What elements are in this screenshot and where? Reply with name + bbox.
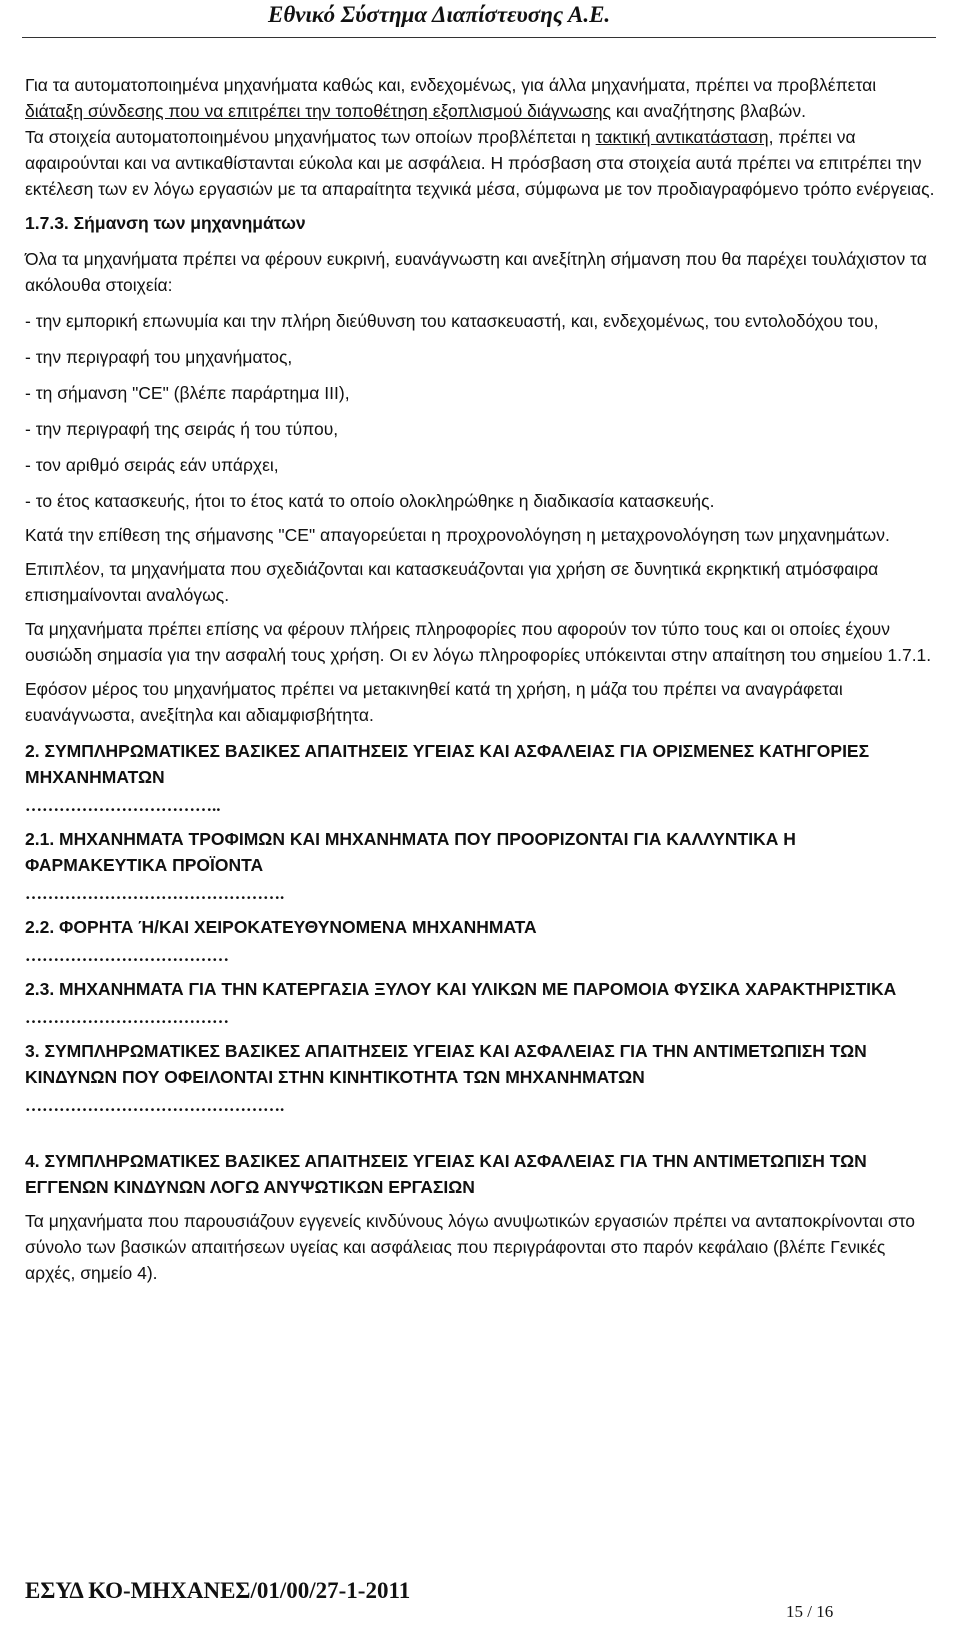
ellipsis-placeholder: ………………………………	[25, 946, 229, 965]
list-item-year: - το έτος κατασκευής, ήτοι το έτος κατά το οποίο ολοκληρώθηκε η διαδικασία κατασκευής.	[25, 491, 715, 511]
paragraph-text: Τα στοιχεία αυτοματοποιημένου μηχανήματος των οποίων προβλέπεται η	[25, 127, 596, 147]
section-number: 1.7.3.	[25, 213, 69, 233]
paragraph-ce-dating: Κατά την επίθεση της σήμανσης "CE" απαγορεύεται η προχρονολόγηση η μεταχρονολόγηση των μηχανημάτων.	[25, 525, 890, 545]
section-heading-4: 4. ΣΥΜΠΛΗΡΩΜΑΤΙΚΕΣ ΒΑΣΙΚΕΣ ΑΠΑΙΤΗΣΕΙΣ ΥΓΕΙΑΣ ΚΑΙ ΑΣΦΑΛΕΙΑΣ ΓΙΑ ΤΗΝ ΑΝΤΙΜΕΤΩΠΙΣΗ ΤΩΝ ΕΓΓΕΝΩΝ ΚΙΝΔΥΝΩΝ ΛΟΓΩ ΑΝΥΨΩΤΙΚΩΝ ΕΡΓΑΣΙΩΝ	[25, 1151, 867, 1197]
page-number: 15 / 16	[786, 1602, 834, 1621]
section-title: Σήμανση των μηχανημάτων	[73, 213, 306, 233]
paragraph-type-information: Τα μηχανήματα πρέπει επίσης να φέρουν πλήρεις πληροφορίες που αφορούν τον τύπο τους και οι οποίες έχουν ουσιώδη σημασία για την ασφαλή τους χρήση. Οι εν λόγω πληροφορίες υπόκεινται στην απαίτηση του σημείου 1.7.1.	[25, 619, 932, 665]
paragraph-replacement	[25, 124, 935, 202]
section-heading-3: 3. ΣΥΜΠΛΗΡΩΜΑΤΙΚΕΣ ΒΑΣΙΚΕΣ ΑΠΑΙΤΗΣΕΙΣ ΥΓΕΙΑΣ ΚΑΙ ΑΣΦΑΛΕΙΑΣ ΓΙΑ ΤΗΝ ΑΝΤΙΜΕΤΩΠΙΣΗ ΤΩΝ ΚΙΝΔΥΝΩΝ ΠΟΥ ΟΦΕΙΛΟΝΤΑΙ ΣΤΗΝ ΚΙΝΗΤΙΚΟΤΗΤΑ ΤΩΝ ΜΗΧΑΝΗΜΑΤΩΝ	[25, 1041, 867, 1087]
list-item-manufacturer: - την εμπορική επωνυμία και την πλήρη διεύθυνση του κατασκευαστή, και, ενδεχομένως, του εντολοδόχου του,	[25, 311, 879, 331]
list-item-ce-marking: - τη σήμανση "CE" (βλέπε παράρτημα ΙΙΙ),	[25, 383, 350, 403]
document-code: ΕΣΥΔ ΚΟ-ΜΗΧΑΝΕΣ/01/00/27-1-2011	[25, 1578, 411, 1603]
list-item-serial-number: - τον αριθμό σειράς εάν υπάρχει,	[25, 455, 279, 475]
paragraph-explosive-atmosphere: Επιπλέον, τα μηχανήματα που σχεδιάζονται και κατασκευάζονται για χρήση σε δυνητικά εκρηκτική ατμόσφαιρα επισημαίνονται αναλόγως.	[25, 559, 879, 605]
header-divider	[22, 37, 936, 38]
paragraph-lifting: Τα μηχανήματα που παρουσιάζουν εγγενείς κινδύνους λόγω ανυψωτικών εργασιών πρέπει να ανταποκρίνονται στο σύνολο των βασικών απαιτήσεων υγείας και ασφάλειας που περιγράφονται στο παρόν κεφάλαιο (βλέπε Γενικές αρχές, σημείο 4).	[25, 1211, 916, 1283]
underlined-text-diagnostic-connection: διάταξη σύνδεσης που να επιτρέπει την τοποθέτηση εξοπλισμού διάγνωσης	[25, 101, 612, 121]
document-body	[25, 72, 935, 1286]
section-heading-2-2: 2.2. ΦΟΡΗΤΑ Ή/ΚΑΙ ΧΕΙΡΟΚΑΤΕΥΘΥΝΟΜΕΝΑ ΜΗΧΑΝΗΜΑΤΑ	[25, 917, 537, 937]
list-item-description: - την περιγραφή του μηχανήματος,	[25, 347, 293, 367]
paragraph-text: και αναζήτησης βλαβών.	[611, 101, 806, 121]
ellipsis-placeholder: ………………………………	[25, 1008, 229, 1027]
section-heading-2-1: 2.1. ΜΗΧΑΝΗΜΑΤΑ ΤΡΟΦΙΜΩΝ ΚΑΙ ΜΗΧΑΝΗΜΑΤΑ ΠΟΥ ΠΡΟΟΡΙΖΟΝΤΑΙ ΓΙΑ ΚΑΛΛΥΝΤΙΚΑ Η ΦΑΡΜΑΚΕΥΤΙΚΑ ΠΡΟΪΟΝΤΑ	[25, 829, 796, 875]
paragraph-text: Για τα αυτοματοποιημένα μηχανήματα καθώς και, ενδεχομένως, για άλλα μηχανήματα, πρέπει να προβλέπεται	[25, 75, 877, 95]
ellipsis-placeholder: ……………………………………….	[25, 884, 285, 903]
section-heading-2-3: 2.3. ΜΗΧΑΝΗΜΑΤΑ ΓΙΑ ΤΗΝ ΚΑΤΕΡΓΑΣΙΑ ΞΥΛΟΥ ΚΑΙ ΥΛΙΚΩΝ ΜΕ ΠΑΡΟΜΟΙΑ ΦΥΣΙΚΑ ΧΑΡΑΚΤΗΡΙΣΤΙΚΑ	[25, 979, 897, 999]
list-item-series-type: - την περιγραφή της σειράς ή του τύπου,	[25, 419, 339, 439]
document-header-title: Εθνικό Σύστημα Διαπίστευσης Α.Ε.	[268, 2, 611, 27]
paragraph-mass: Εφόσον μέρος του μηχανήματος πρέπει να μετακινηθεί κατά τη χρήση, η μάζα του πρέπει να αναγράφεται ευανάγνωστα, ανεξίτηλα και αδιαμφισβήτητα.	[25, 679, 843, 725]
paragraph-text: , πρέπει να αφαιρούνται και να αντικαθίστανται εύκολα και με ασφάλεια. Η πρόσβαση στα στοιχεία αυτά πρέπει να επιτρέπει την εκτέλεση των εν λόγω εργασιών με τα απαραίτητα τεχνικά μέσα, σύμφωνα με τον προδιαγραφόμενο τρόπο ενέργειας.	[25, 127, 935, 199]
underlined-text-regular-replacement: τακτική αντικατάσταση	[595, 127, 769, 147]
paragraph-marking-intro: Όλα τα μηχανήματα πρέπει να φέρουν ευκρινή, ευανάγνωστη και ανεξίτηλη σήμανση που θα παρέχει τουλάχιστον τα ακόλουθα στοιχεία:	[25, 249, 927, 295]
ellipsis-placeholder: ……………………………..	[25, 796, 221, 815]
paragraph-diagnostics	[25, 72, 935, 124]
ellipsis-placeholder: ……………………………………….	[25, 1096, 285, 1115]
section-heading-1-7-3	[25, 210, 935, 236]
section-heading-2: 2. ΣΥΜΠΛΗΡΩΜΑΤΙΚΕΣ ΒΑΣΙΚΕΣ ΑΠΑΙΤΗΣΕΙΣ ΥΓΕΙΑΣ ΚΑΙ ΑΣΦΑΛΕΙΑΣ ΓΙΑ ΟΡΙΣΜΕΝΕΣ ΚΑΤΗΓΟΡΙΕΣ ΜΗΧΑΝΗΜΑΤΩΝ	[25, 741, 870, 787]
